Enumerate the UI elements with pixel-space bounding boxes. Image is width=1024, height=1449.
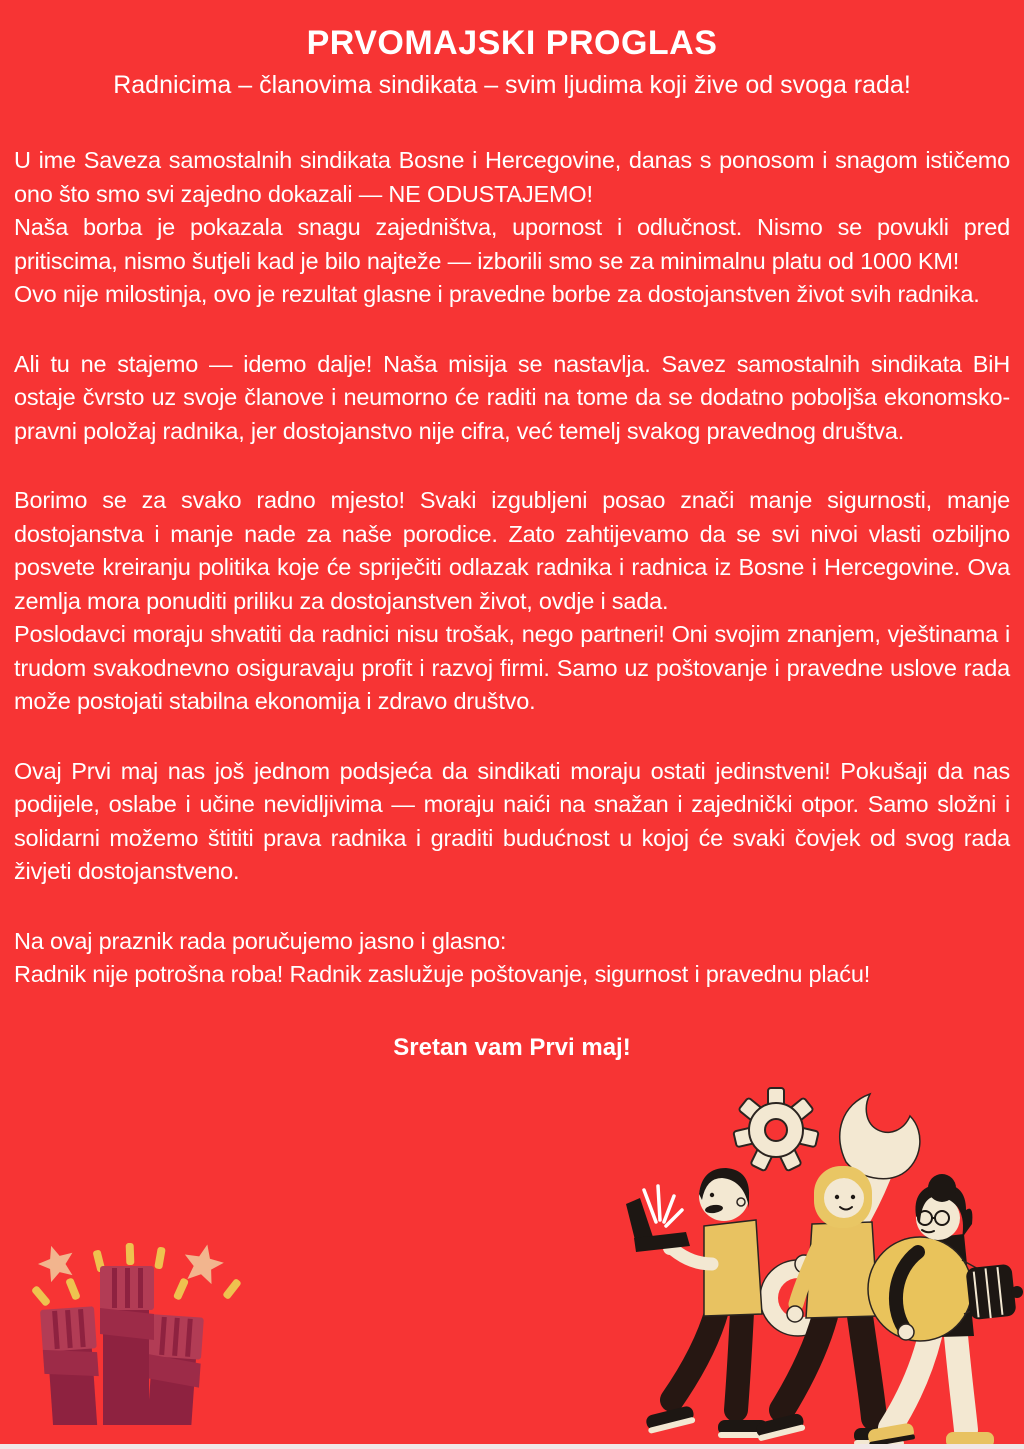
paragraph-gap xyxy=(14,312,1010,348)
paragraph: Ovaj Prvi maj nas još jednom podsjeća da sindikati moraju ostati jedinstveni! Pokušaji da nas podijele, oslabe i učine nevidljivima — moraju naići na snažan i zajednički otpor. Samo složni i solidarni možemo štititi prava radnika i graditi budućnost u kojoj će svaki čovjek od svog rada živjeti dostojanstveno. xyxy=(14,757,1010,884)
paragraph: U ime Saveza samostalnih sindikata Bosne i Hercegovine, danas s ponosom i snagom ističemo ono što smo svi zajedno dokazali — NE ODUSTAJEMO! xyxy=(14,147,1010,207)
worker-with-laptop xyxy=(626,1168,768,1438)
fist-icon xyxy=(100,1266,154,1425)
proclamation-text xyxy=(14,144,1010,992)
paragraph: Naša borba je pokazala snagu zajedništva, upornost i odlučnost. Nismo se povukli pred pritiscima, nismo šutjeli kad je bilo najteže — izborili smo se za minimalnu platu od 1000 KM! xyxy=(14,214,1010,274)
paragraph-gap xyxy=(14,448,1010,484)
subtitle: Radnicima – članovima sindikata – svim ljudima koji žive od svoga rada! xyxy=(113,71,911,99)
fist-icon xyxy=(40,1306,104,1425)
closing-message: Sretan vam Prvi maj! xyxy=(393,1033,631,1061)
laptop-icon xyxy=(626,1186,690,1252)
paragraph: Na ovaj praznik rada poručujemo jasno i glasno: xyxy=(14,927,507,954)
gear-icon xyxy=(733,1088,818,1171)
paragraph: Poslodavci moraju shvatiti da radnici nisu trošak, nego partneri! Oni svojim znanjem, vještinama i trudom svakodnevno osiguravaju profit i razvoj firmi. Samo uz poštovanje i pravedne uslove rada može postojati stabilna ekonomija i zdravo društvo. xyxy=(14,621,1010,714)
star-icon xyxy=(34,1240,79,1284)
paragraph-gap xyxy=(14,889,1010,925)
paragraph: Ovo nije milostinja, ovo je rezultat glasne i pravedne borbe za dostojanstven život svih radnika. xyxy=(14,281,980,307)
paragraph: Radnik nije potrošna roba! Radnik zaslužuje poštovanje, sigurnost i pravednu plaću! xyxy=(14,961,871,987)
page-edge-strip xyxy=(0,1444,1024,1449)
paragraph-gap xyxy=(14,719,1010,755)
worker-with-lightbulb xyxy=(867,1174,1023,1449)
poster-content xyxy=(14,0,1010,1062)
star-icon xyxy=(180,1240,227,1285)
page-title: PRVOMAJSKI PROGLAS xyxy=(306,24,718,62)
paragraph: Ali tu ne stajemo — idemo dalje! Naša misija se nastavlja. Savez samostalnih sindikata BiH ostaje čvrsto uz svoje članove i neumorno će raditi na tome da se dodatno poboljša ekonomsko-pravni položaj radnika, jer dostojanstvo nije cifra, već temelj svakog pravednog društva. xyxy=(14,350,1010,444)
workers-illustration xyxy=(620,1084,1024,1449)
raised-fists-illustration xyxy=(25,1240,255,1425)
paragraph: Borimo se za svako radno mjesto! Svaki izgubljeni posao znači manje sigurnosti, manje dostojanstva i manje nade za naše porodice. Zato zahtijevamo da se svi nivoi vlasti ozbiljno posvete kreiranju politika koje će spriječiti odlazak radnika i radnica iz Bosne i Hercegovine. Ova zemlja mora ponuditi priliku za dostojanstven život, ovdje i sada. xyxy=(14,487,1010,614)
